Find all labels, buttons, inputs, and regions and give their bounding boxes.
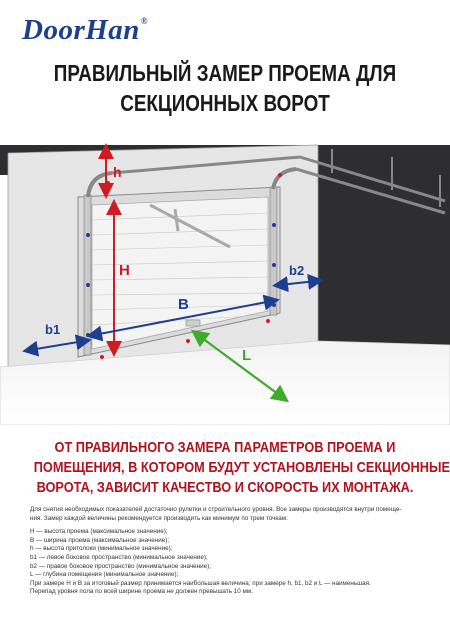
- garage-measurement-diagram: [0, 135, 450, 425]
- subtitle-line-1: ОТ ПРАВИЛЬНОГО ЗАМЕРА ПАРАМЕТРОВ ПРОЕМА И: [54, 439, 396, 456]
- label-b2: b2: [289, 263, 305, 278]
- label-h: h: [113, 164, 122, 180]
- subtitle-line-3: ВОРОТА, ЗАВИСИТ КАЧЕСТВО И СКОРОСТЬ ИХ МОНТАЖА.: [36, 479, 414, 496]
- list-item: H — высота проема (максимальное значение);: [30, 528, 168, 536]
- left-vertical-rail: [84, 195, 91, 355]
- note-line-1: При замере H и B за итоговый размер принимается наибольшая величина; при замере h, b1, b2 и L — наименьшая.: [30, 579, 371, 587]
- list-item: B — ширина проема (максимальное значение);: [30, 536, 170, 544]
- intro-line-2: ния. Замер каждой величины рекомендуется производить как минимум по трем точкам:: [30, 514, 288, 522]
- logo-text: DoorHan: [22, 14, 140, 46]
- intro-line-1: Для снятия необходимых показателей достаточно рулетки и строительного уровня. Все замеры производятся внутри помеще-: [30, 506, 402, 513]
- subtitle: [33, 438, 450, 498]
- label-H: H: [119, 262, 130, 279]
- page-title: [41, 58, 410, 118]
- title-line-2: СЕКЦИОННЫХ ВОРОТ: [120, 90, 330, 116]
- list-item: L — глубина помещения (минимальное значение);: [30, 571, 179, 579]
- doorhan-logo: [22, 14, 148, 47]
- right-vertical-rail: [270, 187, 277, 315]
- label-B: B: [178, 296, 189, 313]
- instructions-text: [30, 506, 430, 597]
- subtitle-line-2: ПОМЕЩЕНИЯ, В КОТОРОМ БУДУТ УСТАНОВЛЕНЫ СЕКЦИОННЫЕ: [33, 459, 450, 476]
- logo-registered-mark: ®: [140, 16, 149, 26]
- title-line-1: ПРАВИЛЬНЫЙ ЗАМЕР ПРОЕМА ДЛЯ: [53, 60, 397, 86]
- note-line-2: Перепад уровня пола по всей ширине проема не должен превышать 10 мм.: [30, 588, 253, 596]
- list-item: b1 — левое боковое пространство (минимальное значение);: [30, 553, 208, 561]
- list-item: b2 — правое боковое пространство (минимальное значение);: [30, 562, 212, 570]
- list-item: h — высота притолоки (минимальное значение);: [30, 545, 173, 553]
- door-handle: [186, 320, 200, 326]
- label-b1: b1: [45, 322, 61, 337]
- label-L: L: [242, 347, 252, 364]
